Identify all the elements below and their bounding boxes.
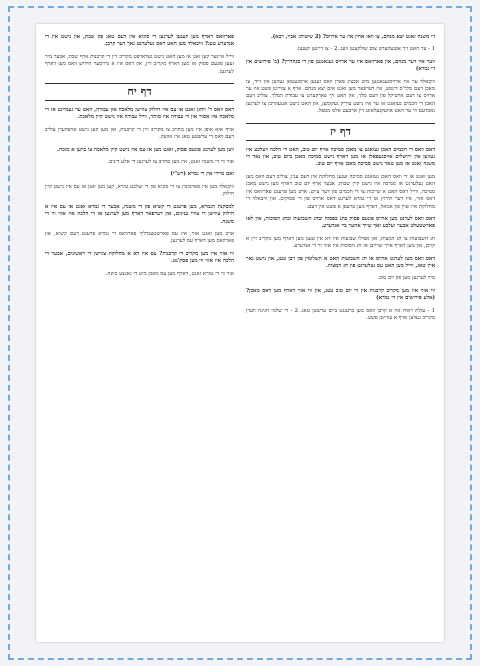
question-paragraph: פארוואס דארף מען קענען לערנען די סוגיא אין דעם טאג פון שבת, און נישט אין די אנדערע טעג? וויבאלד מען האט דאס געלערנט נאך דער קרבן. xyxy=(45,34,234,48)
answer-paragraph: וויבאלד מען איז פארבונדן צו די סוגיא פון די זעלבע גמרא, קען מען זאגן אז עס איז נישט קיין חילוק. xyxy=(45,183,234,198)
answer-paragraph: אויב מען זאגט אזוי, איז עס פארשטענדליך פארוואס די גמרא פרעגט דעם קשיא, און פארוואס מען דארף עס לערנען. xyxy=(45,230,234,245)
question-paragraph: דאס וואס מען לערנט ארויס אז חג השבועות האט א תשלומין פון זיבן טעג, און נישט נאר איין טאג, ווייל מען האט עס געלערנט פון חג המצות. xyxy=(246,255,435,269)
left-column xyxy=(45,34,234,283)
document-page xyxy=(36,24,444,642)
answer-paragraph: 1 - ער האט זיך אפגעקערט צום שולקעטן וועג. 2 - צו דיינען קענען. xyxy=(296,46,435,53)
question-paragraph: ווער איז דער מנחם, און פארוואס איז ער ארויס געגאנגען פון די סנהדרין? (ב' פירושים אין די גמרא) xyxy=(246,58,435,73)
question-paragraph: למסקנת הגמרא, מען פרעגט די קשיא פון די משנה, אבער די גמרא זאגט אז עס איז א חילוק צווישן די צוויי ענינים, און דערפאר דארף מען לערנען אז די הלכה איז אזוי ווי די משנה. xyxy=(45,203,234,225)
question-paragraph: דאס וואס לערנט מען ארויס פונעם פסוק בתג בפסוח ובחג השבועות ובחג הסוכות, אין לאו פארשטעלט אבער זעלבע זאך שייך אהער ביי אנדערע. xyxy=(246,215,435,230)
daf-heading: דף יז xyxy=(246,123,435,141)
answer-paragraph: מען זאגט אז די וואס האבן געזאגט סמיכה זענען מחלוקת אין דעם ענין, צוליב דעם וואס מען האט געלערנט אז סמיכה איז נישט קיין שבות, אבער אויף יום טוב דארף מען נישט מאכן סמיכה, ווייל דאס האט א שייכות צו די חכמים פון דער צייט. אויב מען פרעגט פארוואס איז דאס אזוי, איז דער תירוץ אז די גמרא לערנט דאס ארויס פון די פסוקים. און וויבאלד די מחלוקת איז שוין פון אמאל, דארף מען טרעפן א פשט אין דעם. xyxy=(246,173,435,210)
answer-paragraph: וויבאלד ער איז ארויסגעגאנגען מיט אכציג פארן וואס זענען אויסגעטאן געווען אין זייד, צו מאכן דעם מלך'ס דינסט, איז דערפאר מען זאגט אים יצא מנחם. אויף א צווייטן פשט איז ער ארויס צו דעם ארטיקל פון דעם מלך, און האט זיך פארקערט צו עבודת המלך. צוליב דעם האבן די חכמים געזאגט אז ער איז נישט צוריק געקומען, און האט נישט אנגעהויבן צו לערנען נאכדעם ווי ער האט אוועקגעלאזט זיין ארבעט אלס מטפל. xyxy=(246,78,435,115)
question-paragraph: דאס וואס די חכמים האבן געזאגט צו מאכן סמיכה אויף יום טוב, האט די הלכה וועלכע איז געווען אין ירושלים אויסגעפאלן אז מען דארף נישט סמיכה מאכן ביום טוב, און נאר די משנה זאגט אז מען טאר נישט סמיכה מאכן אויף יום טוב. xyxy=(246,146,435,168)
answer-paragraph: אזוי ווי די משנה זאגט, איז מען מחויב צו לערנען די אלע דינים. xyxy=(107,159,234,166)
question-paragraph: ווי אזוי איז מען מקריב די קרבנות? עס איז דא א מחלוקת צווישן די ראשונים, אבער די הלכה איז אזוי ווי מען פסק'נט. xyxy=(45,250,234,265)
question-paragraph: ווען מען לערנט פונעם פסוק, זאגט מען אז עס איז נישט קיין מלאכה צו בויען א מזבח. xyxy=(57,146,234,153)
question-paragraph: ואם מיירי אין די גמרא (רש"י) xyxy=(170,171,234,178)
answer-paragraph: אזוי ווי די גמרא זאגט, דארף מען עס מאכן מיט די גאנצע כוונה. xyxy=(105,270,234,277)
answer-paragraph: ווייל איינער קען זאגן אז מען האט נישט געדארפט מקריב זיין די קרבנות אויף שבת, אבער מיר זעען פונעם פסוק אז מען דארף מקריב זיין, און דאס איז א גרויסער חידוש וואס מען דארף לערנען. xyxy=(45,53,234,75)
question-paragraph: די משנה זאגט יצא מנחם, צו וואו אהין איז ער ארויס? (2 שיטות: אביי, רבא). xyxy=(270,34,435,40)
daf-heading: דף יח xyxy=(45,83,234,101)
answer-paragraph: אויף אזא אופן איז מען מחויב צו מקריב זיין די קרבנות, און מען קען נישט אויפהערן צוליב דעם וואס די ערשטע טאג איז אוועק. xyxy=(45,126,234,141)
answer-paragraph: חג השבועות צו חג המצות, און אפילו שבועות איז דא אין טעגן מען דארף מען מקריב זיין א קרבן, און מען דארף אויך שרייבן אז חג הסוכות איז אזוי ווי די אנדערע. xyxy=(246,235,435,250)
question-paragraph: דאס וואס ר' יוחנן זאגט אז עס איז חילוק צווישן מלאכה און עבודה, האט ער געמיינט אז די מלאכה איז אסור און די עבודה איז מותר, ווייל עבודה איז נישט קיין מלאכה. xyxy=(45,107,234,121)
answer-paragraph: מיר לערנען מען פון יום טוב. xyxy=(377,275,435,282)
answer-paragraph: 1 - עולת ראיה איז א קרבן וואס מען ברענגט ביים ערשטן טאג. 2 - די שלמי חגיגה ווערן מקריב געווען אויף א צווייטן פשט. xyxy=(246,307,435,321)
right-column xyxy=(246,34,435,327)
question-paragraph: ווי אזוי איז מען מקריב קרבנות אין די יום טוב טעג, און ווי אזוי דארף מען דאס מאכן? (אלע פירושים אין די גמרא) xyxy=(246,287,435,302)
